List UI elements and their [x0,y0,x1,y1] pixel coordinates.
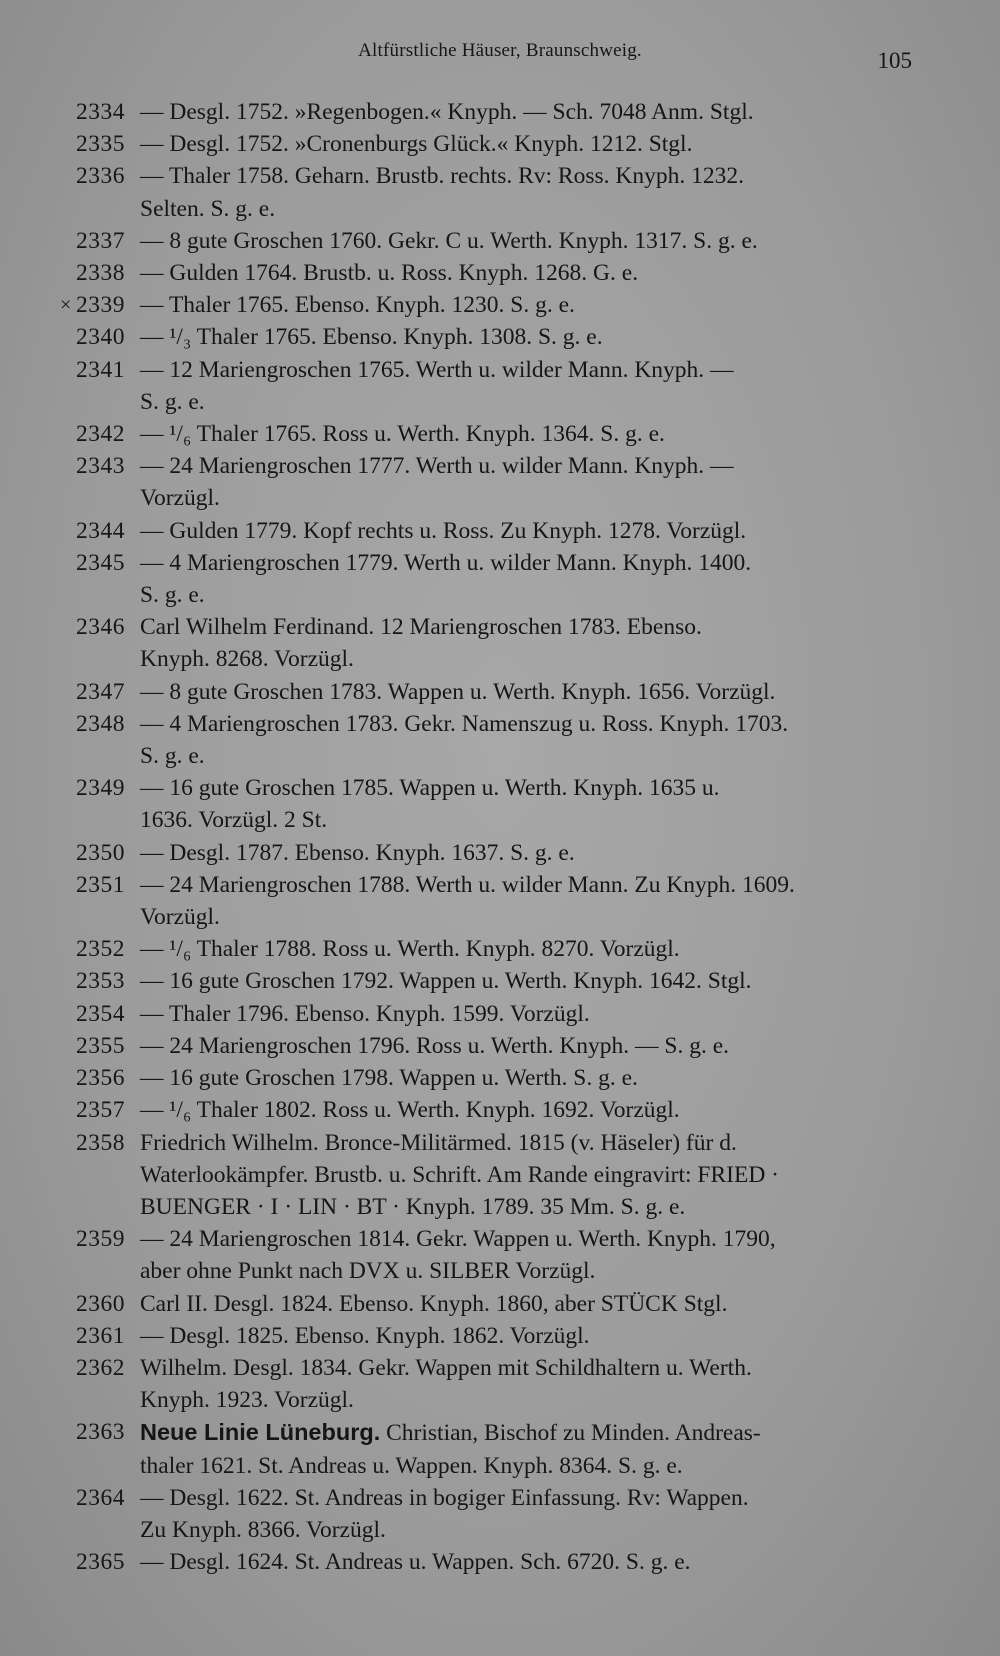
entry-number: 2357 [76,1097,125,1124]
entry-number: 2363 [76,1419,125,1446]
catalog-entry [0,1094,1000,1126]
entry-description: — 16 gute Groschen 1798. Wappen u. Werth. S. g. e. [140,1065,638,1092]
running-title: Altfürstliche Häuser, Braunschweig. [358,40,642,61]
entry-description: — 24 Mariengroschen 1788. Werth u. wilder Mann. Zu Knyph. 1609. Vorzügl. [140,871,795,931]
page-header [0,36,1000,76]
entry-description: — Gulden 1764. Brustb. u. Ross. Knyph. 1268. G. e. [140,260,639,287]
catalog-entry [0,869,1000,933]
catalog-entry [0,772,1000,836]
entry-number: 2352 [76,936,125,963]
entry-text [140,515,912,547]
entry-text [140,289,912,321]
entry-description: Carl Wilhelm Ferdinand. 12 Mariengroschen 1783. Ebenso. Knyph. 8268. Vorzügl. [140,614,702,673]
entry-number: 2350 [76,839,125,866]
entry-number: 2364 [76,1484,125,1511]
entry-description: — ¹/₃ Thaler 1765. Ebenso. Knyph. 1308. S. g. e. [140,324,603,351]
entry-text [140,160,912,224]
catalog-entry [0,354,1000,418]
catalog-entry [0,965,1000,997]
entry-text [140,998,912,1030]
catalog-entry [0,321,1000,353]
entry-description: — 16 gute Groschen 1792. Wappen u. Werth. Knyph. 1642. Stgl. [140,968,752,995]
catalog-entry [0,96,1000,128]
entry-number: 2334 [76,99,125,125]
catalog-entry [0,1030,1000,1062]
entry-description: Christian, Bischof zu Minden. Andreas- thaler 1621. St. Andreas u. Wappen. Knyph. 8364. S. g. e. [140,1420,761,1479]
entry-number: 2345 [76,549,125,576]
catalog-entry [0,257,1000,289]
entry-description: — 24 Mariengroschen 1796. Ross u. Werth. Knyph. — S. g. e. [140,1032,730,1059]
entry-number: 2354 [76,1000,125,1027]
entry-number: 2341 [76,356,125,383]
entry-description: Wilhelm. Desgl. 1834. Gekr. Wappen mit Schildhaltern u. Werth. Knyph. 1923. Vorzügl. [140,1354,752,1414]
entry-text [140,257,912,289]
entry-description: — 16 gute Groschen 1785. Wappen u. Werth. Knyph. 1635 u. 1636. Vorzügl. 2 St. [140,775,720,834]
catalog-entry [0,998,1000,1030]
entry-text [140,933,912,965]
entry-text [140,1094,912,1126]
entry-number: 2349 [76,775,125,802]
entry-description: — 24 Mariengroschen 1777. Werth u. wilder Mann. Knyph. — Vorzügl. [140,453,734,512]
entry-number: 2340 [76,324,125,351]
entry-text [140,1062,912,1094]
entry-description: — 4 Mariengroschen 1783. Gekr. Namenszug u. Ross. Knyph. 1703. S. g. e. [140,710,789,770]
entry-description: — Desgl. 1752. »Cronenburgs Glück.« Knyph. 1212. Stgl. [140,131,693,158]
entry-number: 2342 [76,421,125,448]
catalog-entry [0,933,1000,965]
entry-description: — ¹/₆ Thaler 1788. Ross u. Werth. Knyph. 8270. Vorzügl. [140,936,680,963]
entry-description: — 24 Mariengroschen 1814. Gekr. Wappen u. Werth. Knyph. 1790, aber ohne Punkt nach DVX u. SILBER Vorzügl. [140,1226,776,1285]
catalog-entry [0,1416,1000,1481]
entry-text [140,1352,912,1416]
entry-description: — Gulden 1779. Kopf rechts u. Ross. Zu Knyph. 1278. Vorzügl. [140,517,747,544]
entry-number: 2337 [76,227,125,254]
entry-number: 2348 [76,710,125,737]
page-number: 105 [877,48,912,73]
entry-number: 2338 [76,260,125,287]
entry-number: 2360 [76,1290,125,1317]
entry-number: 2344 [76,517,125,544]
entry-text [140,869,912,933]
entry-text [140,128,912,160]
entry-description: — ¹/₆ Thaler 1765. Ross u. Werth. Knyph. 1364. S. g. e. [140,421,665,448]
entry-number: 2355 [76,1032,125,1059]
entry-number: 2335 [76,131,125,158]
catalog-entry [0,1352,1000,1416]
entry-text [140,676,912,708]
entry-description: — Thaler 1765. Ebenso. Knyph. 1230. S. g. e. [140,292,575,319]
entry-text [140,1030,912,1062]
entry-text [140,837,912,869]
entry-description: — ¹/₆ Thaler 1802. Ross u. Werth. Knyph. 1692. Vorzügl. [140,1097,680,1124]
entry-text [140,772,912,836]
catalog-entry [0,418,1000,450]
entry-number: 2365 [76,1549,125,1576]
entry-text [140,1416,912,1481]
catalog-entry [0,708,1000,772]
catalog-entry [0,289,1000,321]
entry-text [140,96,912,128]
entry-text [140,1127,912,1224]
catalog-entry [0,128,1000,160]
catalog-entry [0,1320,1000,1352]
entry-description: — Desgl. 1787. Ebenso. Knyph. 1637. S. g. e. [140,839,575,866]
entry-description: — Thaler 1758. Geharn. Brustb. rechts. Rv: Ross. Knyph. 1232. Selten. S. g. e. [140,163,744,222]
entry-description: — 8 gute Groschen 1760. Gekr. C u. Werth. Knyph. 1317. S. g. e. [140,227,758,254]
entry-description: — Thaler 1796. Ebenso. Knyph. 1599. Vorzügl. [140,1000,590,1027]
catalog-entry [0,837,1000,869]
entry-number: 2353 [76,968,125,995]
catalog-entry [0,450,1000,514]
catalog-entry [0,225,1000,257]
section-heading: Neue Linie Lüneburg. [140,1419,381,1446]
entry-number: 2336 [76,163,125,190]
margin-mark: × [60,294,72,317]
entry-text [140,1288,912,1320]
entry-description: — 4 Mariengroschen 1779. Werth u. wilder Mann. Knyph. 1400. S. g. e. [140,549,752,609]
catalog-entry [0,611,1000,675]
entry-text [140,1482,912,1546]
entry-number: 2362 [76,1354,125,1381]
entry-text [140,354,912,418]
entry-description: — Desgl. 1825. Ebenso. Knyph. 1862. Vorzügl. [140,1322,590,1349]
entry-number: 2339 [76,292,125,319]
entry-number: 2358 [76,1129,125,1156]
catalog-entry [0,1127,1000,1224]
entry-number: 2359 [76,1226,125,1253]
entry-description: — 8 gute Groschen 1783. Wappen u. Werth. Knyph. 1656. Vorzügl. [140,678,776,705]
catalog-entry [0,1062,1000,1094]
entry-number: 2346 [76,614,125,641]
catalog-entry [0,1482,1000,1546]
catalog-entry [0,160,1000,224]
entry-text [140,1320,912,1352]
entry-text [140,225,912,257]
entry-number: 2347 [76,678,125,705]
entry-description: — Desgl. 1624. St. Andreas u. Wappen. Sch. 6720. S. g. e. [140,1549,691,1576]
entry-text [140,547,912,611]
entry-number: 2361 [76,1322,125,1349]
catalog-entry [0,1223,1000,1287]
entry-number: 2351 [76,871,125,898]
entry-text [140,708,912,772]
entry-text [140,965,912,997]
catalog-entry [0,547,1000,611]
catalog-entry [0,1288,1000,1320]
entry-text [140,611,912,675]
entry-number: 2356 [76,1065,125,1092]
entry-description: Friedrich Wilhelm. Bronce-Militärmed. 1815 (v. Häseler) für d. Waterlookämpfer. Brustb. u. Schrift. Am Rande eingravirt: FRIED · BUENGER · I · LIN · BT · Knyph. 1789. 35 Mm. S. g. e. [140,1129,780,1220]
entry-text [140,321,912,353]
entry-description: Carl II. Desgl. 1824. Ebenso. Knyph. 1860, aber STÜCK Stgl. [140,1290,728,1317]
entry-description: — Desgl. 1752. »Regenbogen.« Knyph. — Sch. 7048 Anm. Stgl. [140,99,754,125]
entry-text [140,1223,912,1287]
catalog-entry [0,1546,1000,1578]
catalog-entry [0,676,1000,708]
catalog-entry [0,515,1000,547]
entry-description: — Desgl. 1622. St. Andreas in bogiger Einfassung. Rv: Wappen. Zu Knyph. 8366. Vorzügl. [140,1484,749,1543]
entry-text [140,418,912,450]
catalog-entries [0,96,1000,1578]
entry-number: 2343 [76,453,125,480]
entry-description: — 12 Mariengroschen 1765. Werth u. wilder Mann. Knyph. — S. g. e. [140,356,734,415]
entry-text [140,450,912,514]
entry-text [140,1546,912,1578]
